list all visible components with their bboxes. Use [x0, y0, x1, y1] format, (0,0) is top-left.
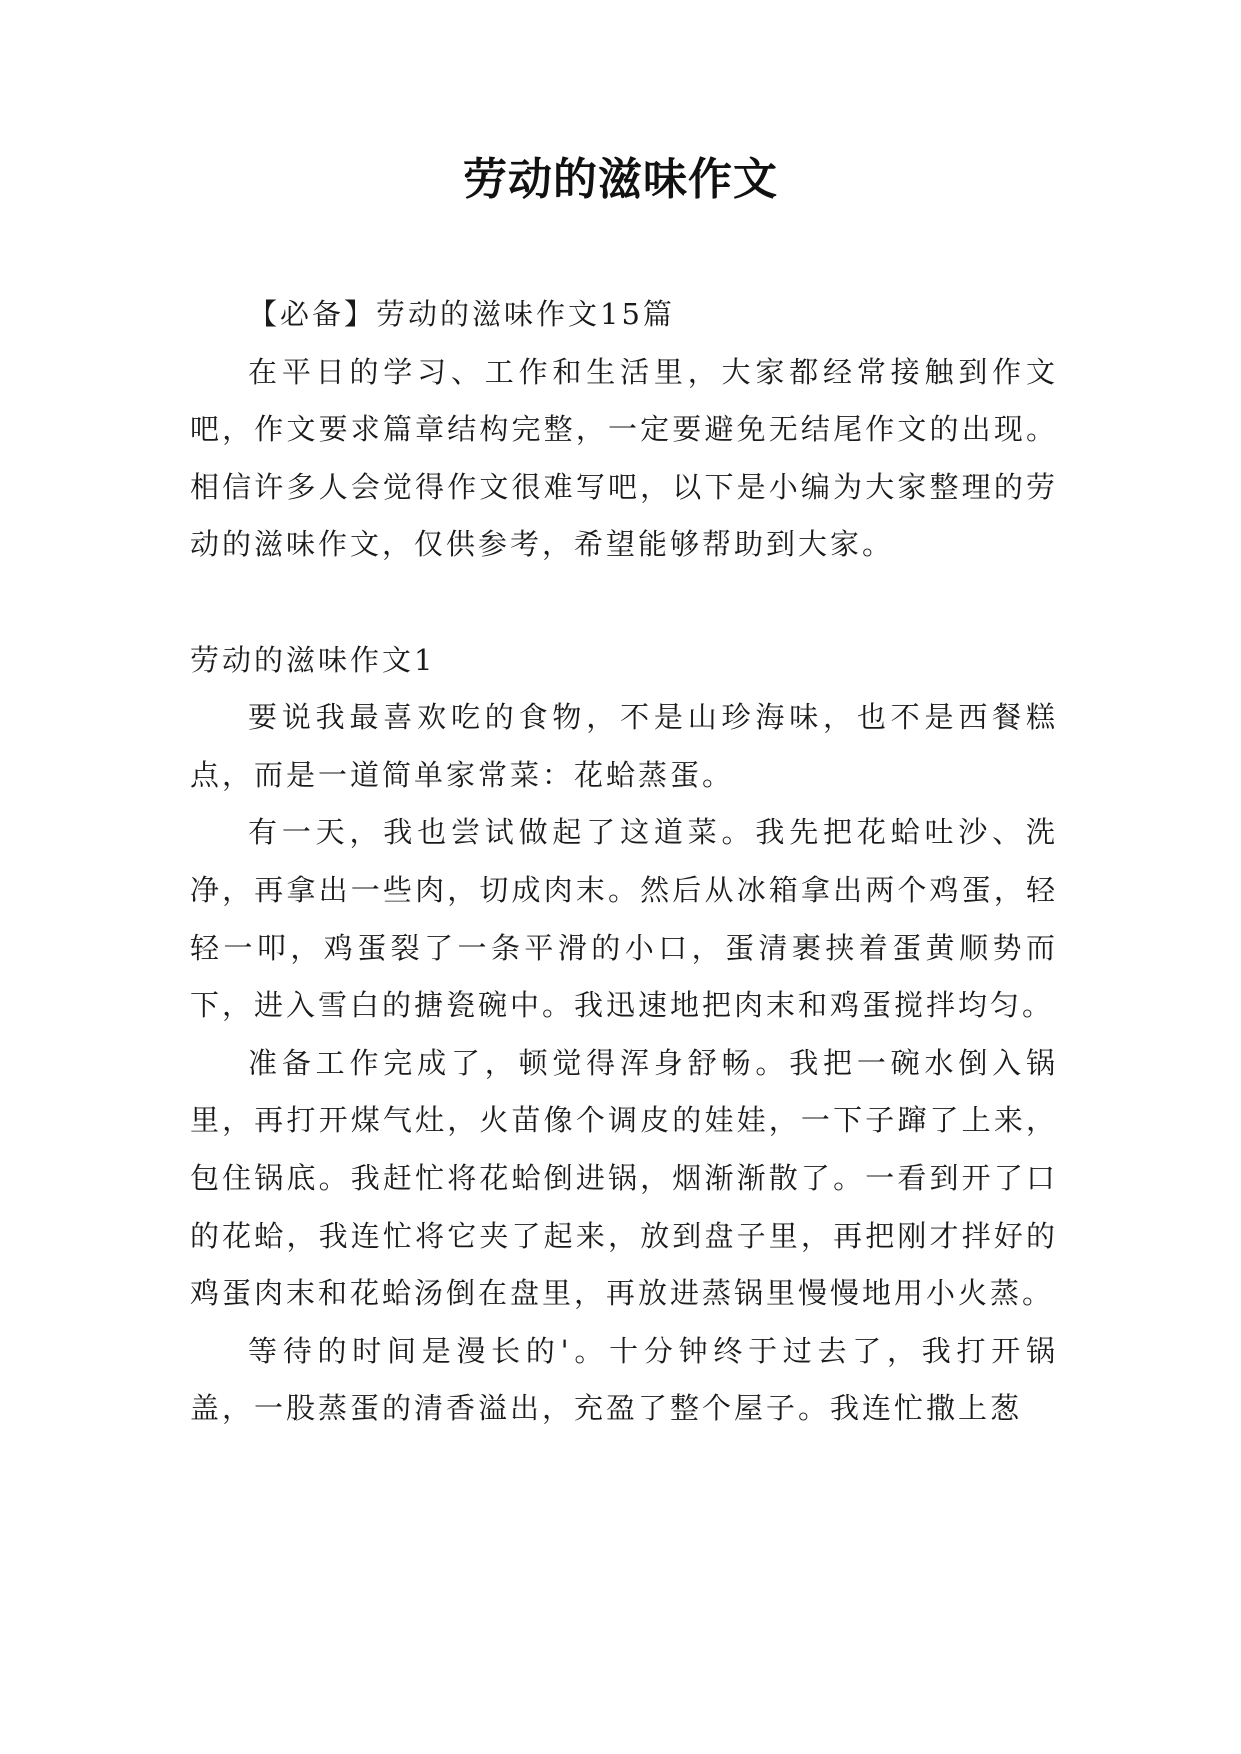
body-paragraph: 有一天，我也尝试做起了这道菜。我先把花蛤吐沙、洗净，再拿出一些肉，切成肉末。然后从冰箱拿出两个鸡蛋，轻轻一叩，鸡蛋裂了一条平滑的小口，蛋清裹挟着蛋黄顺势而下，进入雪白的搪瓷碗中。我迅速地把肉末和鸡蛋搅拌均匀。	[190, 815, 1058, 1023]
intro-paragraph: 在平日的学习、工作和生活里，大家都经常接触到作文吧，作文要求篇章结构完整，一定要避免无结尾作文的出现。相信许多人会觉得作文很难写吧，以下是小编为大家整理的劳动的滋味作文，仅供参考，希望能够帮助到大家。	[190, 354, 1058, 562]
body-paragraph: 准备工作完成了，顿觉得浑身舒畅。我把一碗水倒入锅里，再打开煤气灶，火苗像个调皮的娃娃，一下子蹿了上来，包住锅底。我赶忙将花蛤倒进锅，烟渐渐散了。一看到开了口的花蛤，我连忙将它夹了起来，放到盘子里，再把刚才拌好的鸡蛋肉末和花蛤汤倒在盘里，再放进蒸锅里慢慢地用小火蒸。	[190, 1045, 1058, 1311]
section-heading: 劳动的滋味作文1	[190, 642, 436, 677]
body-paragraph: 等待的时间是漫长的'。十分钟终于过去了，我打开锅盖，一股蒸蛋的清香溢出，充盈了整个屋子。我连忙撒上葱	[190, 1333, 1058, 1426]
document-title: 劳动的滋味作文	[463, 154, 778, 205]
document-body	[190, 286, 1058, 1438]
body-paragraph: 要说我最喜欢吃的食物，不是山珍海味，也不是西餐糕点，而是一道简单家常菜：花蛤蒸蛋。	[190, 700, 1058, 792]
intro-heading: 【必备】劳动的滋味作文15篇	[248, 297, 675, 331]
